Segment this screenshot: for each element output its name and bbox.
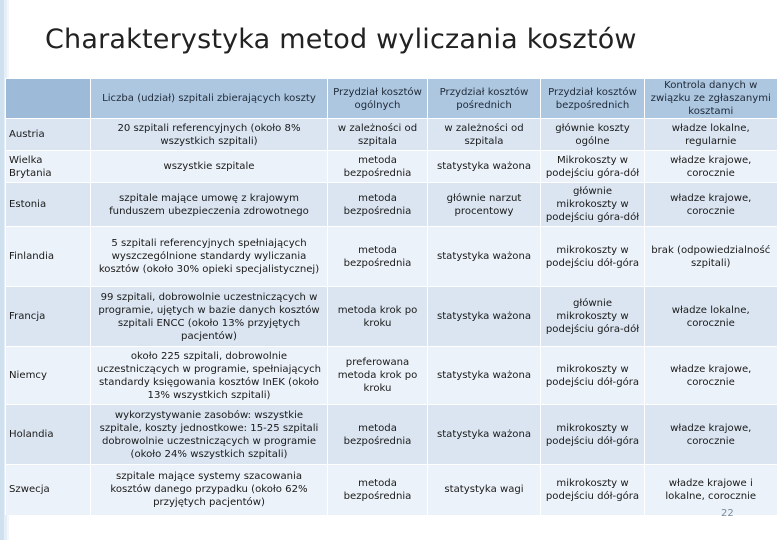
general-costs-cell: preferowana metoda krok po kroku <box>328 347 428 405</box>
cost-methods-table <box>5 78 777 515</box>
hospital-count-cell: wykorzystywanie zasobów: wszystkie szpitale, koszty jednostkowe: 15-25 szpitali dobrowolnie uczestniczących w programie (około 24% wszystkich szpitali) <box>91 405 328 465</box>
data-control-cell: władze lokalne, corocznie <box>645 287 777 347</box>
country-cell: Finlandia <box>6 227 91 287</box>
general-costs-cell: metoda bezpośrednia <box>328 465 428 515</box>
slide-title: Charakterystyka metod wyliczania kosztów <box>45 24 637 55</box>
country-cell: Niemcy <box>6 347 91 405</box>
data-control-cell: brak (odpowiedzialność szpitali) <box>645 227 777 287</box>
direct-costs-cell: głównie mikrokoszty w podejściu góra-dół <box>541 287 645 347</box>
general-costs-cell: metoda bezpośrednia <box>328 151 428 183</box>
table-row <box>6 119 777 151</box>
general-costs-cell: metoda bezpośrednia <box>328 227 428 287</box>
table-row <box>6 347 777 405</box>
indirect-costs-cell: statystyka ważona <box>428 405 541 465</box>
country-cell: Szwecja <box>6 465 91 515</box>
direct-costs-cell: Mikrokoszty w podejściu góra-dół <box>541 151 645 183</box>
table-row <box>6 287 777 347</box>
header-hospital-count: Liczba (udział) szpitali zbierających koszty <box>91 79 328 119</box>
general-costs-cell: metoda bezpośrednia <box>328 183 428 227</box>
data-control-cell: władze lokalne, regularnie <box>645 119 777 151</box>
header-general-costs: Przydział kosztów ogólnych <box>328 79 428 119</box>
header-indirect-costs: Przydział kosztów pośrednich <box>428 79 541 119</box>
data-control-cell: władze krajowe, corocznie <box>645 183 777 227</box>
data-control-cell: władze krajowe, corocznie <box>645 347 777 405</box>
indirect-costs-cell: statystyka ważona <box>428 347 541 405</box>
hospital-count-cell: około 225 szpitali, dobrowolnie uczestniczących w programie, spełniających standardy księgowania kosztów InEK (około 13% wszystkich szpitali) <box>91 347 328 405</box>
indirect-costs-cell: statystyka wagi <box>428 465 541 515</box>
header-corner-cell <box>6 79 91 119</box>
general-costs-cell: w zależności od szpitala <box>328 119 428 151</box>
general-costs-cell: metoda bezpośrednia <box>328 405 428 465</box>
country-cell: Holandia <box>6 405 91 465</box>
country-cell: Austria <box>6 119 91 151</box>
data-control-cell: władze krajowe, corocznie <box>645 151 777 183</box>
general-costs-cell: metoda krok po kroku <box>328 287 428 347</box>
direct-costs-cell: mikrokoszty w podejściu dół-góra <box>541 227 645 287</box>
table-row <box>6 465 777 515</box>
table-row <box>6 183 777 227</box>
indirect-costs-cell: statystyka ważona <box>428 151 541 183</box>
direct-costs-cell: głównie mikrokoszty w podejściu góra-dół <box>541 183 645 227</box>
table-header-row <box>6 79 777 119</box>
table-row <box>6 151 777 183</box>
data-control-cell: władze krajowe i lokalne, corocznie <box>645 465 777 515</box>
table-row <box>6 227 777 287</box>
hospital-count-cell: szpitale mające systemy szacowania kosztów danego przypadku (około 62% przyjętych pacjentów) <box>91 465 328 515</box>
country-cell: Francja <box>6 287 91 347</box>
hospital-count-cell: 5 szpitali referencyjnych spełniających wyszczególnione standardy wyliczania kosztów (około 30% opieki specjalistycznej) <box>91 227 328 287</box>
direct-costs-cell: mikrokoszty w podejściu dół-góra <box>541 465 645 515</box>
table-row <box>6 405 777 465</box>
data-control-cell: władze krajowe, corocznie <box>645 405 777 465</box>
header-direct-costs: Przydział kosztów bezpośrednich <box>541 79 645 119</box>
direct-costs-cell: głównie koszty ogólne <box>541 119 645 151</box>
hospital-count-cell: wszystkie szpitale <box>91 151 328 183</box>
country-cell: Estonia <box>6 183 91 227</box>
hospital-count-cell: 99 szpitali, dobrowolnie uczestniczących w programie, ujętych w bazie danych kosztów szpitali ENCC (około 13% przyjętych pacjentów) <box>91 287 328 347</box>
indirect-costs-cell: w zależności od szpitala <box>428 119 541 151</box>
header-data-control: Kontrola danych w związku ze zgłaszanymi kosztami <box>645 79 777 119</box>
hospital-count-cell: szpitale mające umowę z krajowym funduszem ubezpieczenia zdrowotnego <box>91 183 328 227</box>
indirect-costs-cell: głównie narzut procentowy <box>428 183 541 227</box>
direct-costs-cell: mikrokoszty w podejściu dół-góra <box>541 405 645 465</box>
indirect-costs-cell: statystyka ważona <box>428 227 541 287</box>
country-cell: Wielka Brytania <box>6 151 91 183</box>
page-number: 22 <box>721 508 734 519</box>
direct-costs-cell: mikrokoszty w podejściu dół-góra <box>541 347 645 405</box>
hospital-count-cell: 20 szpitali referencyjnych (około 8% wszystkich szpitali) <box>91 119 328 151</box>
indirect-costs-cell: statystyka ważona <box>428 287 541 347</box>
